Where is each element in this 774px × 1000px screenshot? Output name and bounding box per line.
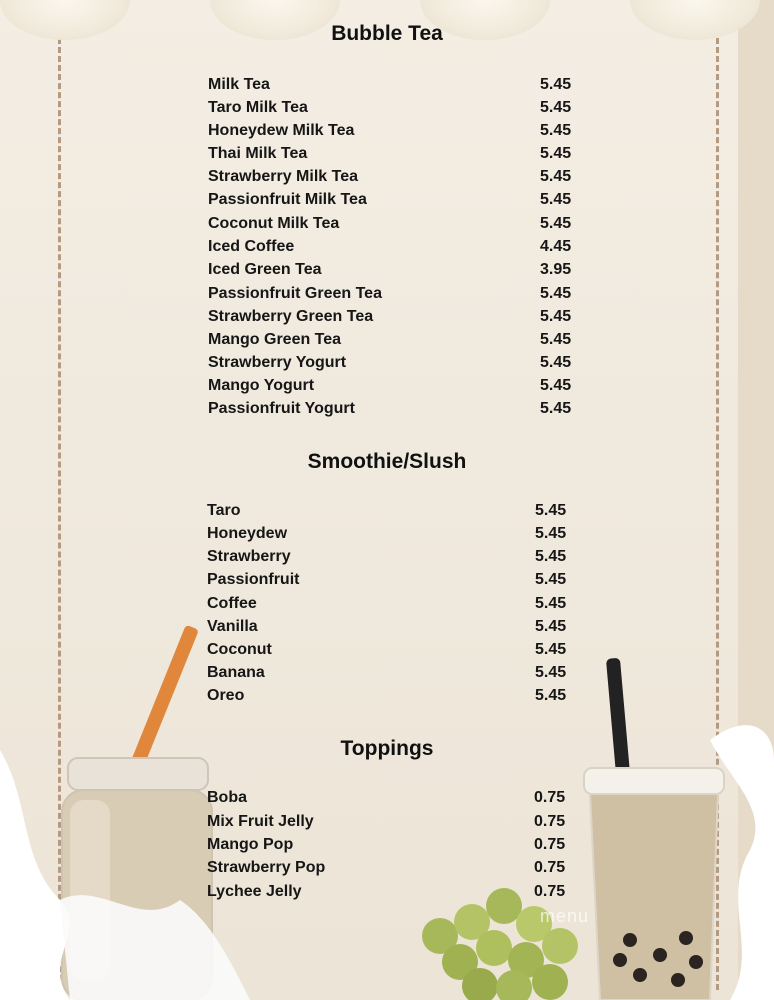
item-price: 0.75 (534, 789, 566, 806)
boba-pearl (679, 931, 693, 945)
boba-pearl (689, 955, 703, 969)
item-name: Strawberry (207, 548, 291, 565)
item-price: 5.45 (540, 191, 572, 208)
boba-pearl (623, 933, 637, 947)
boba-pearl (653, 948, 667, 962)
item-name: Lychee Jelly (207, 883, 302, 900)
item-price: 5.45 (535, 525, 567, 542)
item-price: 5.45 (535, 664, 567, 681)
milk-splash-right (710, 725, 774, 1000)
item-name: Boba (207, 789, 247, 806)
item-name: Strawberry Green Tea (208, 308, 374, 325)
item-name: Oreo (207, 687, 245, 704)
grape (486, 888, 522, 924)
item-name: Honeydew Milk Tea (208, 122, 355, 139)
item-name: Mango Yogurt (208, 377, 315, 394)
milk-splash-bottom (60, 895, 250, 1000)
item-price: 3.95 (540, 261, 572, 278)
section-title-bubble-tea: Bubble Tea (331, 22, 443, 45)
item-name: Taro Milk Tea (208, 99, 308, 116)
item-name: Vanilla (207, 618, 258, 635)
item-price: 0.75 (534, 836, 566, 853)
item-price: 5.45 (540, 168, 572, 185)
item-name: Passionfruit (207, 571, 300, 588)
item-price: 5.45 (535, 548, 567, 565)
item-price: 0.75 (534, 883, 566, 900)
item-name: Passionfruit Green Tea (208, 285, 382, 302)
jar-lid (68, 758, 208, 790)
item-price: 5.45 (540, 76, 572, 93)
item-price: 5.45 (540, 285, 572, 302)
milk-splash-left (0, 750, 70, 1000)
item-name: Coffee (207, 595, 257, 612)
item-price: 5.45 (540, 377, 572, 394)
item-price: 5.45 (535, 687, 567, 704)
item-price: 0.75 (534, 859, 566, 876)
item-name: Banana (207, 664, 265, 681)
item-name: Mix Fruit Jelly (207, 813, 314, 830)
cup-lid (584, 768, 724, 794)
item-name: Mango Pop (207, 836, 294, 853)
item-price: 5.45 (535, 641, 567, 658)
item-name: Honeydew (207, 525, 288, 542)
cup-body (590, 794, 718, 1000)
item-price: 5.45 (535, 502, 567, 519)
item-name: Strawberry Pop (207, 859, 326, 876)
item-price: 5.45 (540, 215, 572, 232)
item-name: Passionfruit Milk Tea (208, 191, 367, 208)
menu-watermark: menu (540, 906, 590, 926)
item-price: 5.45 (540, 99, 572, 116)
item-name: Passionfruit Yogurt (208, 400, 355, 417)
item-price: 4.45 (540, 238, 572, 255)
item-name: Thai Milk Tea (208, 145, 308, 162)
item-price: 5.45 (540, 400, 572, 417)
section-title-toppings: Toppings (340, 737, 434, 760)
boba-pearl (613, 953, 627, 967)
item-name: Coconut Milk Tea (208, 215, 340, 232)
item-price: 5.45 (535, 571, 567, 588)
grape (476, 930, 512, 966)
item-name: Mango Green Tea (208, 331, 342, 348)
item-price: 5.45 (540, 122, 572, 139)
boba-pearl (633, 968, 647, 982)
item-price: 5.45 (540, 331, 572, 348)
bubble-tea-cup-illustration (560, 650, 774, 1000)
item-price: 5.45 (540, 145, 572, 162)
item-name: Milk Tea (208, 76, 270, 93)
section-title-smoothie-slush: Smoothie/Slush (307, 450, 467, 473)
item-name: Strawberry Milk Tea (208, 168, 358, 185)
item-name: Iced Coffee (208, 238, 295, 255)
item-price: 5.45 (535, 618, 567, 635)
item-name: Taro (207, 502, 241, 519)
item-name: Strawberry Yogurt (208, 354, 347, 371)
boba-pearl (671, 973, 685, 987)
item-name: Iced Green Tea (208, 261, 322, 278)
item-price: 5.45 (540, 354, 572, 371)
item-price: 5.45 (535, 595, 567, 612)
item-name: Coconut (207, 641, 272, 658)
item-price: 5.45 (540, 308, 572, 325)
item-price: 0.75 (534, 813, 566, 830)
